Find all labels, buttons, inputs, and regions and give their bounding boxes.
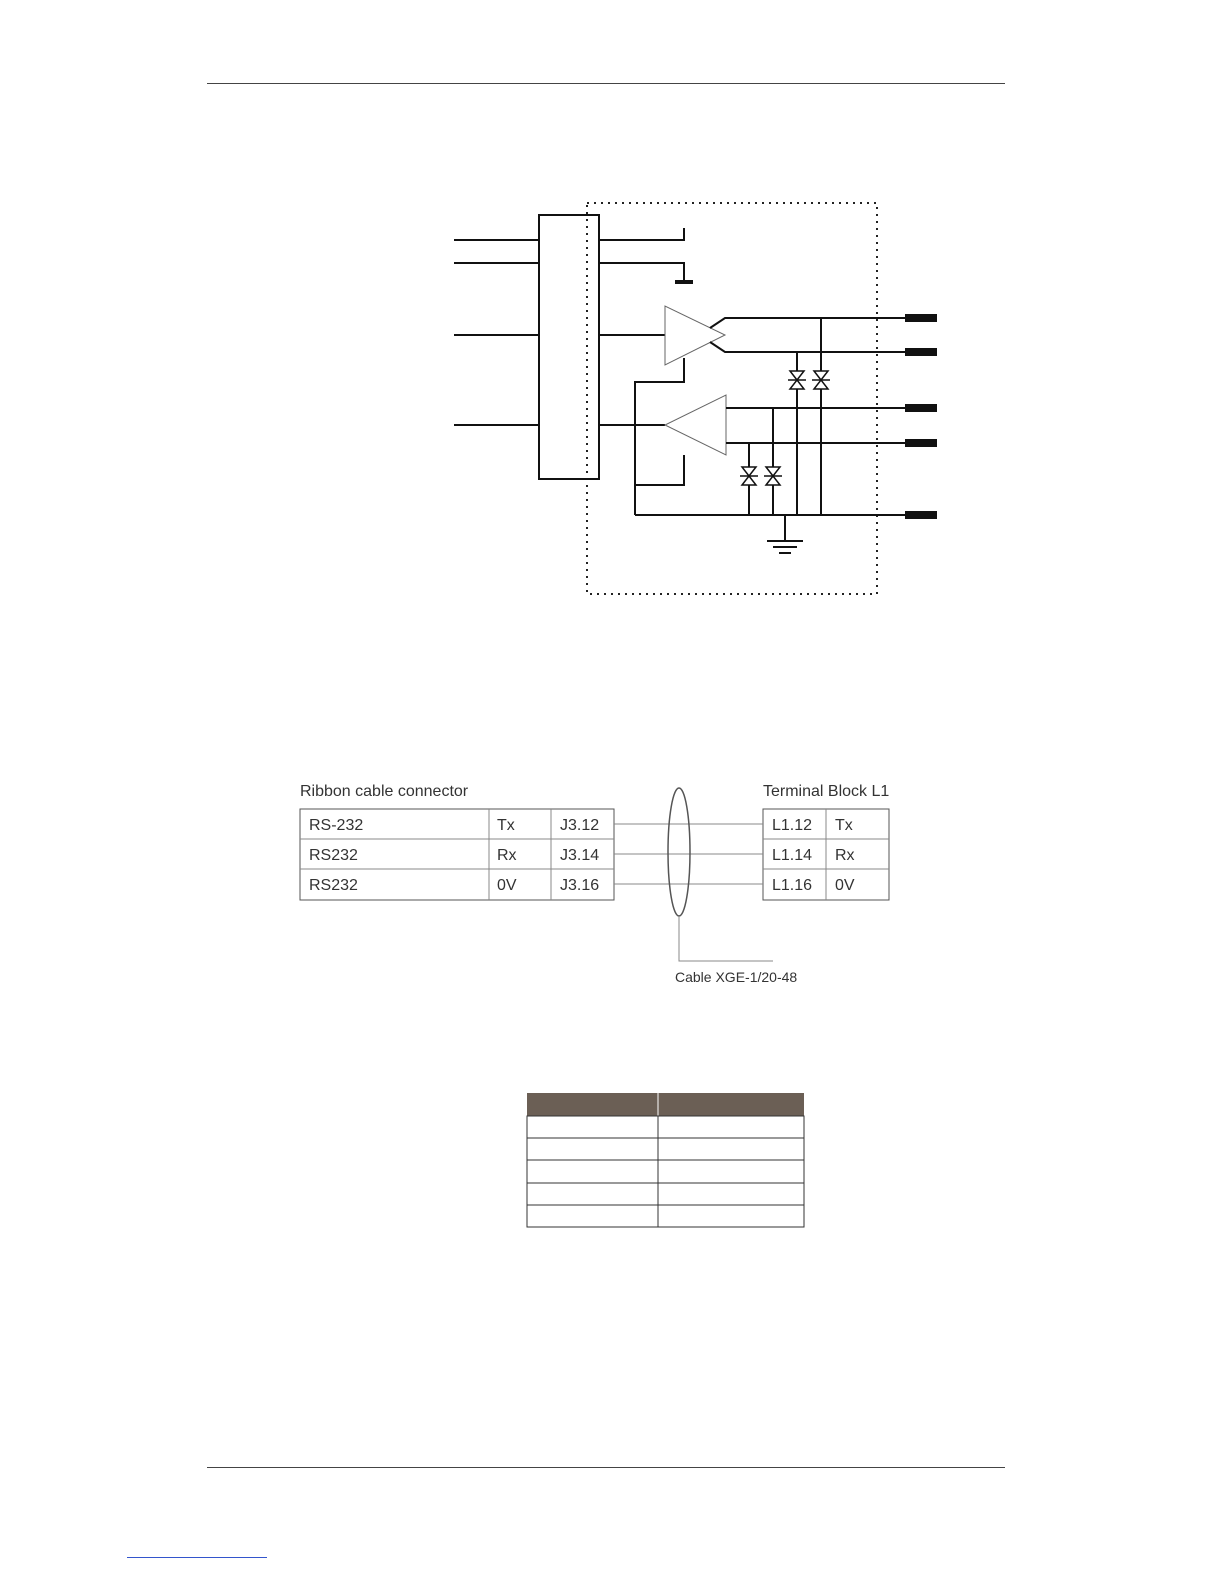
tvs-diode-icon [788,371,806,389]
right-row-3-signal: 0V [835,877,855,894]
terminal-rx-b [905,439,937,447]
left-title: Ribbon cable connector [300,783,469,800]
terminal-tx-a [905,314,937,322]
terminal-rx-a [905,404,937,412]
tvs-diode-icon [740,467,758,485]
left-row-2-signal: Rx [497,847,517,864]
supply-line [599,228,684,240]
tvs-diode-icon [812,371,830,389]
driver-enable-line [635,358,684,515]
connector-block [539,215,599,479]
terminal-common [905,511,937,519]
right-row-3-terminal: L1.16 [772,877,813,894]
table-header-row [527,1093,804,1116]
terminal-tx-b [905,348,937,356]
tvs-diode-icon [764,467,782,485]
cable-shield-icon [668,788,690,916]
rx-receiver-icon [665,395,726,455]
left-row-1-signal: Tx [497,817,515,834]
tx-driver-icon [665,306,725,365]
right-row-2-terminal: L1.14 [772,847,813,864]
earth-ground-icon [767,541,803,553]
tx-output-a [710,318,905,328]
left-row-3-name: RS232 [309,877,358,894]
isolation-boundary [587,203,877,594]
left-row-3-pin: J3.16 [560,877,600,894]
cable-label: Cable XGE-1/20-48 [675,969,798,985]
tx-output-b [710,342,905,352]
left-row-2-pin: J3.14 [560,847,600,864]
footer-rule [207,1467,1005,1468]
left-row-1-name: RS-232 [309,817,364,834]
right-title: Terminal Block L1 [763,783,890,800]
right-row-1-terminal: L1.12 [772,817,813,834]
left-row-1-pin: J3.12 [560,817,600,834]
logic-ground-line [599,263,684,282]
right-row-2-signal: Rx [835,847,855,864]
logic-ground-icon [675,280,693,284]
footer-link[interactable] [127,1557,267,1558]
receiver-ground-line [635,455,684,485]
cable-leader-line [679,916,773,961]
right-row-1-signal: Tx [835,817,853,834]
left-row-3-signal: 0V [497,877,517,894]
data-table [527,1093,804,1227]
left-row-2-name: RS232 [309,847,358,864]
